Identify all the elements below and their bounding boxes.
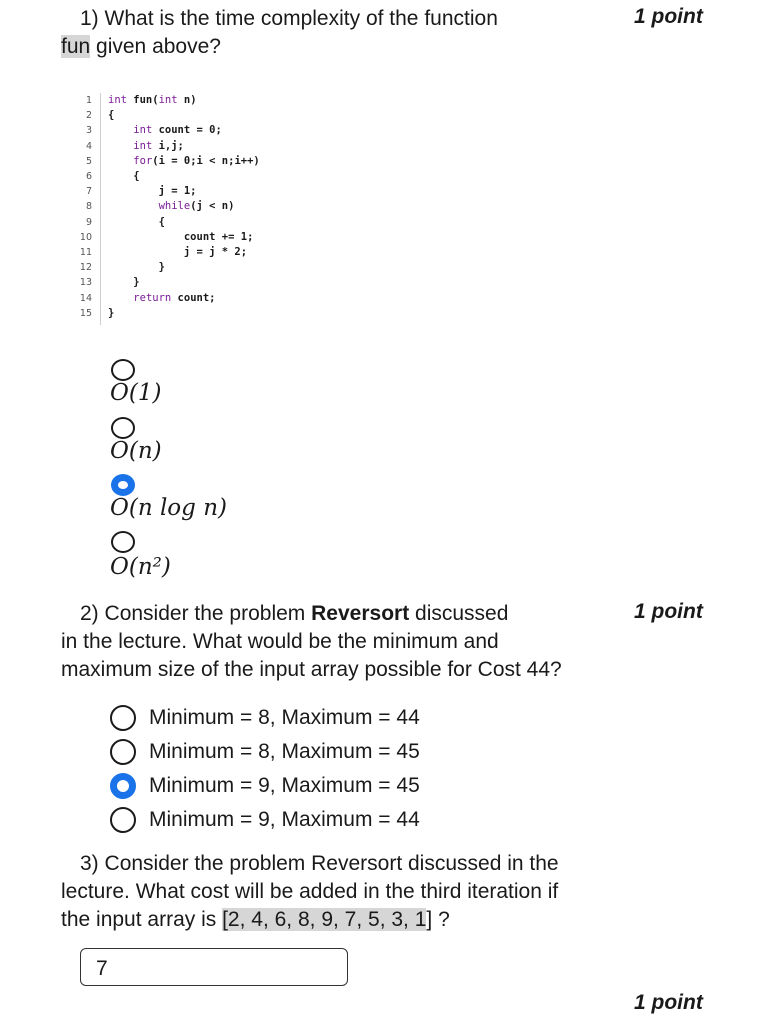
q2-option-1-label: Minimum = 8, Maximum = 45 [149,740,420,763]
code-line-text: } [108,261,165,274]
code-line-number: 5 [85,155,92,167]
code-line-text: { [108,109,115,122]
code-line [68,275,140,290]
code-line-text: { [108,170,140,182]
code-line [68,169,140,184]
code-line [68,306,115,321]
q2-radio-1[interactable] [110,739,136,765]
q2-number: 2) [80,602,99,625]
q3-array-highlight: [2, 4, 6, 8, 9, 7, 5, 3, 1 [222,908,427,931]
code-line-text: int fun(int n) [108,94,197,106]
q3-answer-input[interactable] [80,948,348,986]
code-line-number: 13 [79,277,92,289]
code-line [68,123,222,138]
q1-text-line2: given above? [90,35,221,58]
code-line-text: for(i = 0;i < n;i++) [133,154,260,167]
code-line-text: int i,j; [133,139,184,152]
code-line-number: 10 [79,231,92,243]
q1-option-2-label: O(n log n) [110,495,227,521]
code-line [68,154,260,169]
q2-text-pre: Consider the problem [104,602,312,625]
q1-option-1-label: O(n) [110,438,162,464]
code-line-text: int count = 0; [133,124,222,137]
q3-answer-value: 7 [96,957,108,980]
code-line-number: 15 [79,307,92,319]
q1-radio-2[interactable] [111,474,135,496]
code-line-number: 1 [85,95,92,106]
q2-option-3-label: Minimum = 9, Maximum = 44 [149,808,420,831]
q2-text-line3: maximum size of the input array possible for Cost 44? [61,658,562,681]
q1-option-0-label: O(1) [110,380,162,406]
q2-radio-2[interactable] [110,773,136,799]
q1-number: 1) [80,7,99,30]
code-line-number: 4 [85,140,92,152]
q1-points: 1 point [634,5,703,28]
q2-radio-0[interactable] [110,705,136,731]
code-line-number: 9 [85,216,92,228]
code-line-text: { [108,215,165,228]
code-line-text: j = j * 2; [108,246,248,258]
q1-text-line1: What is the time complexity of the function [104,7,498,30]
q1-radio-1[interactable] [111,417,135,439]
q3-text-line3-post: ] ? [426,908,450,931]
code-line [68,230,254,245]
code-line-number: 12 [79,262,92,274]
code-line [68,93,197,108]
code-line-number: 6 [85,171,92,182]
code-line [68,245,248,260]
code-line [68,108,115,123]
code-line [68,291,216,306]
q3-text-line2: lecture. What cost will be added in the third iteration if [61,880,559,903]
q2-option-0-label: Minimum = 8, Maximum = 44 [149,706,420,729]
code-line-text: return count; [133,291,216,304]
code-line-number: 11 [79,247,92,258]
q1-radio-0[interactable] [111,359,135,381]
code-line-number: 3 [85,125,92,137]
q2-option-2-label: Minimum = 9, Maximum = 45 [149,774,420,797]
q3-number: 3) [80,852,99,875]
q1-option-3-label: O(n²) [110,554,171,580]
q3-text-line1: Consider the problem Reversort discussed in the [104,852,559,875]
code-line-text: j = 1; [108,185,197,198]
code-line [68,199,235,214]
code-line-number: 8 [85,201,92,213]
q2-text-line2: in the lecture. What would be the minimum and [61,630,499,653]
q3-points: 1 point [634,991,703,1014]
q2-text-post: discussed [409,602,509,625]
q2-radio-3[interactable] [110,807,136,833]
code-line-number: 2 [85,110,92,122]
code-line-number: 7 [85,186,92,198]
code-line-number: 14 [79,292,92,304]
code-line-text: count += 1; [108,230,254,243]
code-line [68,215,165,230]
q2-points: 1 point [634,600,703,623]
code-line-text: while(j < n) [158,200,235,213]
code-line [68,260,165,275]
q1-highlight-word: fun [61,35,91,58]
code-line-text: } [108,276,140,289]
code-gutter-divider [100,93,101,325]
code-line [68,139,184,154]
q2-text-bold: Reversort [311,602,410,625]
q3-text-line3-pre: the input array is [61,908,223,931]
code-line-text: } [108,306,115,319]
code-line [68,184,197,199]
q1-radio-3[interactable] [111,531,135,553]
